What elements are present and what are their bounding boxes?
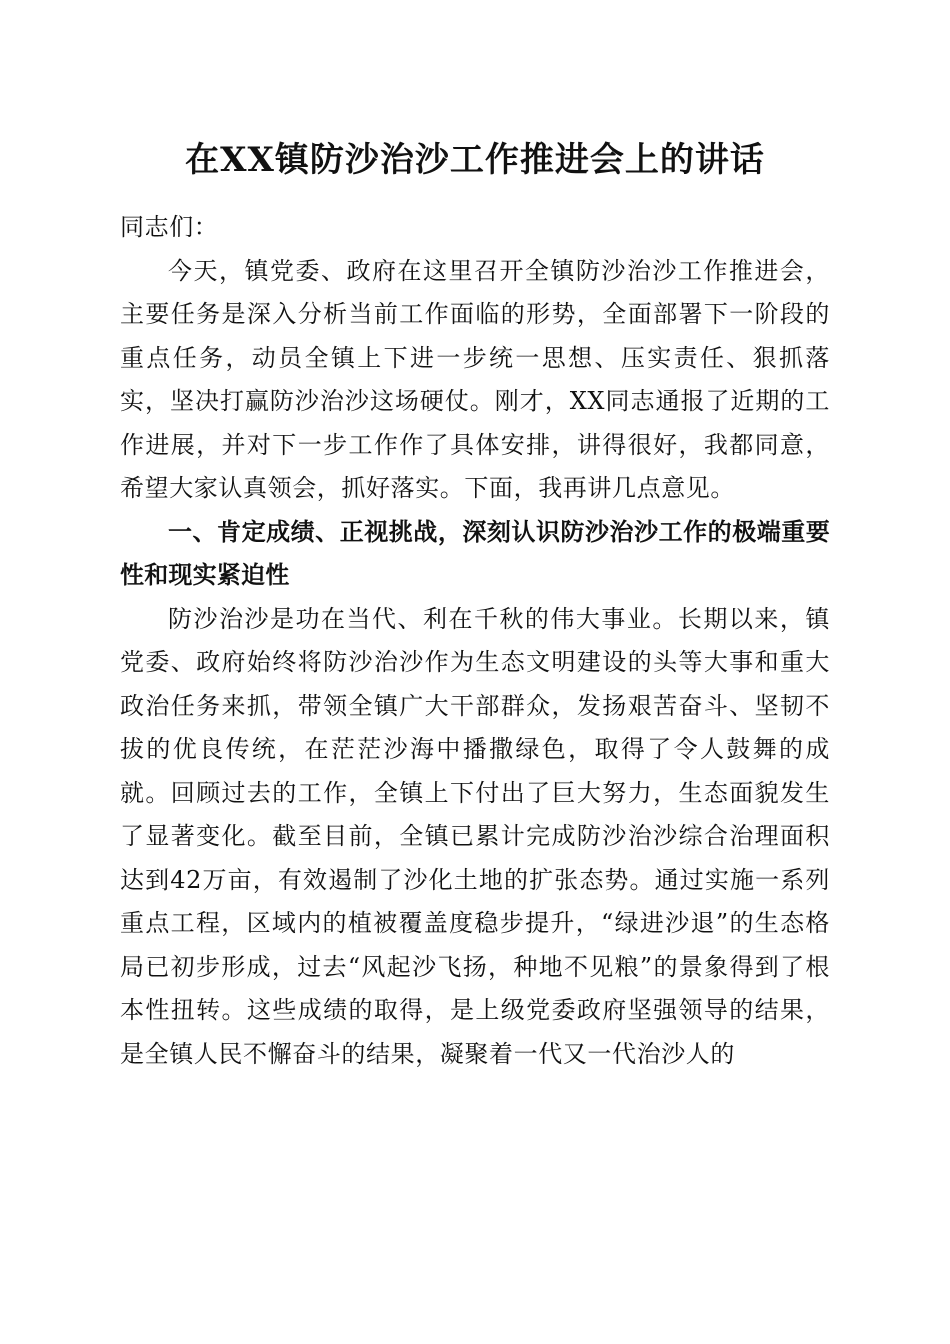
section-1-paragraph: 防沙治沙是功在当代、利在千秋的伟大事业。长期以来，镇党委、政府始终将防沙治沙作为生态文明建设的头等大事和重大政治任务来抓，带领全镇广大干部群众，发扬艰苦奋斗、坚韧不拔的优良传统，在茫茫沙海中播撒绿色，取得了令人鼓舞的成就。回顾过去的工作，全镇上下付出了巨大努力，生态面貌发生了显著变化。截至目前，全镇已累计完成防沙治沙综合治理面积达到42万亩，有效遏制了沙化土地的扩张态势。通过实施一系列重点工程，区域内的植被覆盖度稳步提升，“绿进沙退”的生态格局已初步形成，过去“风起沙飞扬，种地不见粮”的景象得到了根本性扭转。这些成绩的取得，是上级党委政府坚强领导的结果，是全镇人民不懈奋斗的结果，凝聚着一代又一代治沙人的	[120, 604, 830, 1068]
opening-paragraph: 今天，镇党委、政府在这里召开全镇防沙治沙工作推进会，主要任务是深入分析当前工作面临的形势，全面部署下一阶段的重点任务，动员全镇上下进一步统一思想、压实责任、狠抓落实，坚决打赢防沙治沙这场硬仗。刚才，XX同志通报了近期的工作进展，并对下一步工作作了具体安排，讲得很好，我都同意，希望大家认真领会，抓好落实。下面，我再讲几点意见。	[120, 256, 830, 502]
salutation: 同志们：	[120, 213, 219, 241]
document-body	[120, 206, 830, 1076]
document-title: 在XX镇防沙治沙工作推进会上的讲话	[185, 140, 765, 180]
section-heading-1: 一、肯定成绩、正视挑战，深刻认识防沙治沙工作的极端重要性和现实紧迫性	[120, 517, 830, 589]
